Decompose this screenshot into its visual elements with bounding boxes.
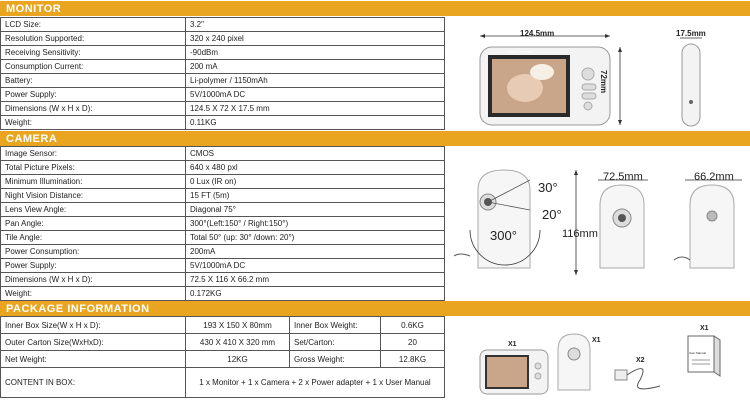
camera-depth-label: 66.2mm — [694, 171, 734, 183]
gross-weight-value: 12.8KG — [381, 351, 445, 368]
camera-row-value: 5V/1000mA DC — [186, 259, 445, 273]
monitor-row-label: Battery: — [1, 74, 186, 88]
camera-row-label: Image Sensor: — [1, 147, 186, 161]
monitor-row-value: -90dBm — [186, 46, 445, 60]
camera-row — [1, 175, 445, 189]
monitor-row-value: Li-polymer / 1150mAh — [186, 74, 445, 88]
inner-box-label: Inner Box Size(W x H x D): — [1, 317, 186, 334]
outer-carton-label: Outer Carton Size(WxHxD): — [1, 334, 186, 351]
monitor-row-label: Resolution Supported: — [1, 32, 186, 46]
monitor-spec-table — [0, 17, 445, 130]
camera-row — [1, 231, 445, 245]
manual-cover-text: User Manual — [689, 351, 707, 355]
monitor-screen-brand: Baby Monitor — [509, 49, 533, 54]
camera-row-label: Minimum Illumination: — [1, 175, 186, 189]
content-label: CONTENT IN BOX: — [1, 368, 186, 398]
net-weight-value: 12KG — [186, 351, 290, 368]
camera-row — [1, 189, 445, 203]
qty-monitor: X1 — [508, 341, 517, 348]
camera-width-label: 72.5mm — [603, 171, 643, 183]
camera-row-label: Power Supply: — [1, 259, 186, 273]
inner-box-value: 193 X 150 X 80mm — [186, 317, 290, 334]
monitor-row-value: 0.11KG — [186, 116, 445, 130]
monitor-row — [1, 46, 445, 60]
qty-camera: X1 — [592, 337, 601, 344]
monitor-row-label: Weight: — [1, 116, 186, 130]
camera-row-value: Total 50° (up: 30° /down: 20°) — [186, 231, 445, 245]
camera-row — [1, 203, 445, 217]
camera-height-label: 116mm — [562, 228, 598, 240]
camera-row-value: 0.172KG — [186, 287, 445, 301]
monitor-row-label: Receiving Sensitivity: — [1, 46, 186, 60]
set-carton-label: Set/Carton: — [290, 334, 381, 351]
package-table — [0, 316, 445, 398]
content-value: 1 x Monitor + 1 x Camera + 2 x Power adapter + 1 x User Manual — [186, 368, 445, 398]
qty-manual: X1 — [700, 325, 709, 332]
monitor-depth-label: 17.5mm — [676, 29, 706, 38]
camera-row-label: Tile Angle: — [1, 231, 186, 245]
monitor-row — [1, 74, 445, 88]
camera-row-label: Weight: — [1, 287, 186, 301]
camera-row-value: 200mA — [186, 245, 445, 259]
camera-row-label: Total Picture Pixels: — [1, 161, 186, 175]
outer-carton-value: 430 X 410 X 320 mm — [186, 334, 290, 351]
net-weight-label: Net Weight: — [1, 351, 186, 368]
monitor-section-header: MONITOR — [0, 1, 750, 16]
camera-row-value: 0 Lux (IR on) — [186, 175, 445, 189]
monitor-row-value: 124.5 X 72 X 17.5 mm — [186, 102, 445, 116]
camera-row — [1, 273, 445, 287]
camera-row-label: Night Vision Distance: — [1, 189, 186, 203]
camera-section-header: CAMERA — [0, 131, 750, 146]
package-section-header: PACKAGE INFORMATION — [0, 301, 750, 316]
monitor-row-value: 320 x 240 pixel — [186, 32, 445, 46]
camera-row — [1, 245, 445, 259]
inner-weight-label: Inner Box Weight: — [290, 317, 381, 334]
camera-row-label: Pan Angle: — [1, 217, 186, 231]
pan-angle-label: 300° — [490, 228, 517, 243]
camera-row-value: 640 x 480 pxl — [186, 161, 445, 175]
gross-weight-label: Gross Weight: — [290, 351, 381, 368]
monitor-row-value: 3.2" — [186, 18, 445, 32]
monitor-row-label: Dimensions (W x H x D): — [1, 102, 186, 116]
monitor-width-label: 124.5mm — [520, 29, 555, 38]
camera-row — [1, 161, 445, 175]
monitor-height-label: 72mm — [599, 70, 608, 94]
monitor-row-value: 5V/1000mA DC — [186, 88, 445, 102]
monitor-row — [1, 18, 445, 32]
monitor-row — [1, 88, 445, 102]
camera-row-value: CMOS — [186, 147, 445, 161]
camera-row — [1, 217, 445, 231]
camera-row-label: Lens View Angle: — [1, 203, 186, 217]
monitor-row-label: LCD Size: — [1, 18, 186, 32]
camera-spec-table — [0, 146, 445, 301]
tilt-up-label: 30° — [538, 180, 558, 195]
camera-row-value: 72.5 X 116 X 66.2 mm — [186, 273, 445, 287]
camera-row-value: 300°(Left:150° / Right:150°) — [186, 217, 445, 231]
camera-row — [1, 259, 445, 273]
camera-row-label: Dimensions (W x H x D): — [1, 273, 186, 287]
qty-adapter: X2 — [636, 357, 645, 364]
camera-row-label: Power Consumption: — [1, 245, 186, 259]
camera-row — [1, 287, 445, 301]
camera-row-value: Diagonal 75° — [186, 203, 445, 217]
inner-weight-value: 0.6KG — [381, 317, 445, 334]
monitor-row — [1, 32, 445, 46]
set-carton-value: 20 — [381, 334, 445, 351]
monitor-row-label: Consumption Current: — [1, 60, 186, 74]
monitor-row-label: Power Supply: — [1, 88, 186, 102]
monitor-row — [1, 60, 445, 74]
monitor-row-value: 200 mA — [186, 60, 445, 74]
tilt-down-label: 20° — [542, 207, 562, 222]
monitor-row — [1, 116, 445, 130]
camera-row-value: 15 FT (5m) — [186, 189, 445, 203]
camera-row — [1, 147, 445, 161]
monitor-row — [1, 102, 445, 116]
